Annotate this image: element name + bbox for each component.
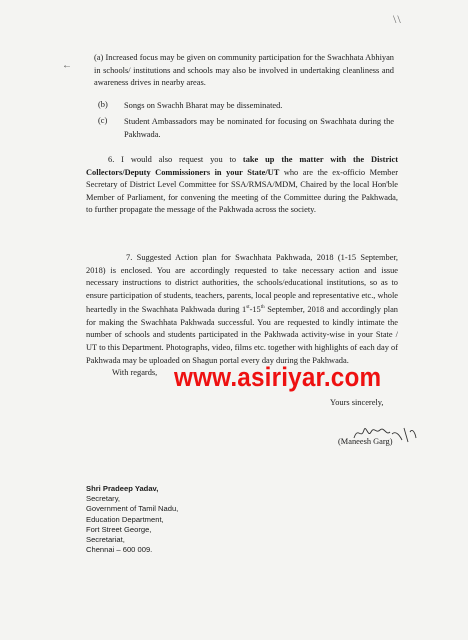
address-line: Fort Street George, — [86, 524, 152, 534]
list-label-c: (c) — [98, 116, 108, 125]
list-item-b: Songs on Swachh Bharat may be disseminated. — [124, 101, 283, 110]
paragraph-7-part3: September, 2018 and accordingly plan for making the Swachhata Pakhwada successful. You are requested to kindly intimate the number of schools and students participated in the Pakhwada activity-wise in your State / UT to this Department. Photographs, video, films etc. together with highlights of each day of Pakhwada may be uploaded on Shagun portal every day during the Pakhwada. — [86, 305, 398, 365]
closing-yours: Yours sincerely, — [330, 398, 384, 407]
signer-name: (Maneesh Garg) — [338, 437, 393, 446]
superscript-th: th — [260, 305, 265, 311]
paragraph-7-number: 7. — [126, 253, 133, 262]
paragraph-6-emphasis: take up the matter with the District Collectors/Deputy Commissioners in your State/UT — [86, 155, 399, 177]
paragraph-6-lead: I would also request you to — [121, 155, 243, 164]
paragraph-6 — [86, 154, 398, 217]
paragraph-7 — [86, 252, 398, 367]
address-line: Government of Tamil Nadu, — [86, 504, 179, 514]
paragraph-6-number: 6. — [108, 155, 115, 164]
address-line: Secretary, — [86, 494, 121, 504]
paragraph-7-part2: -15 — [249, 305, 261, 315]
paragraph-7-part1: Suggested Action plan for Swachhata Pakhwada, 2018 (1-15 September, 2018) is enclosed. You are accordingly requested to take necessary action and issue necessary instructions to district authorities, the schools/educational institutions, so as to ensure participation of students, teachers, parents, local people and representative etc., whole heartedly in the Swachhata Pakhwada during 1 — [86, 253, 398, 315]
recipient-address — [86, 484, 178, 555]
list-label-b: (b) — [98, 100, 108, 109]
list-item-a: (a) Increased focus may be given on community participation for the Swachhata Abhiyan in schools/ institutions and schools may also be involved in undertaking cleanliness and awareness drives in nearby areas. — [94, 53, 394, 88]
recipient-name: Shri Pradeep Yadav, — [86, 484, 159, 493]
corner-pen-mark: \\ — [393, 12, 402, 26]
paragraph-6-rest: who are the ex-officio Member Secretary of District Level Committee for SSA/RMSA/MDM, Chaired by the local Hon'ble Member of Parliament, for convening the meeting of the Committee during the Pakhwada, to further propagate the message of the Pakhwada across the society. — [86, 167, 398, 215]
margin-arrow-mark: ← — [62, 60, 72, 71]
address-line: Education Department, — [86, 514, 164, 524]
list-item-c: Student Ambassadors may be nominated for focusing on Swachhata during the Pakhwada. — [124, 117, 394, 139]
watermark-text: www.asiriyar.com — [174, 362, 382, 392]
address-line: Secretariat, — [86, 535, 125, 545]
address-line: Chennai – 600 009. — [86, 545, 153, 555]
closing-regards: With regards, — [112, 368, 158, 377]
superscript-st: st — [246, 305, 250, 311]
